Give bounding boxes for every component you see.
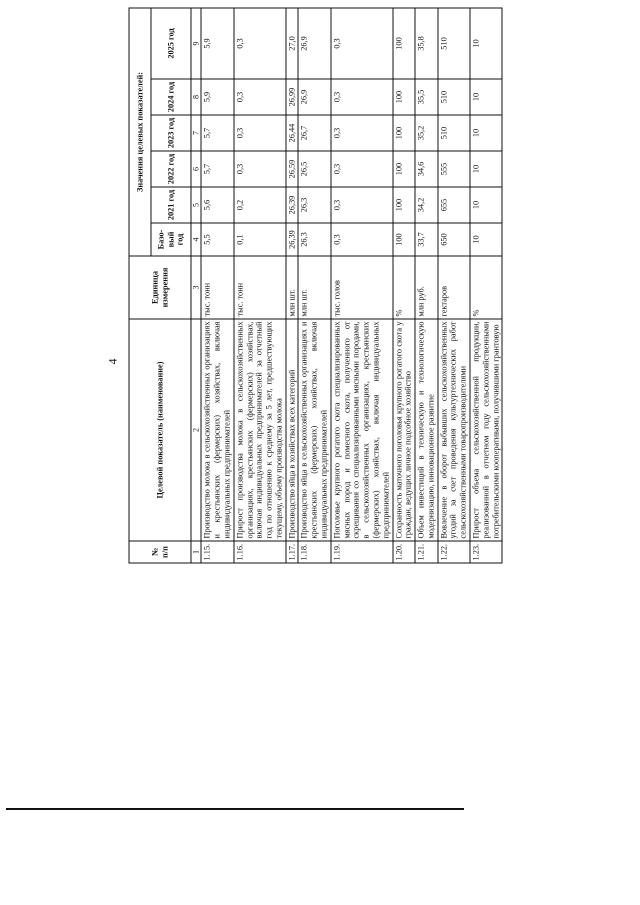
value-cell: 510 bbox=[437, 79, 469, 115]
header-year: 2021 год bbox=[151, 187, 191, 223]
indicator-unit: тыс. тонн bbox=[233, 256, 285, 319]
row-number: 1.17. bbox=[285, 541, 298, 563]
indicator-name: Производство яйца в сельскохозяйственных организациях и крестьянских (фермерских) хозяйствах, включая индивидуальных предпринимателей bbox=[298, 319, 330, 541]
indicator-name: Сохранность маточного поголовья крупного рогатого скота у граждан, ведущих личное подсобное хозяйство bbox=[392, 319, 415, 541]
indicator-table-container bbox=[128, 8, 500, 563]
row-number: 1.18. bbox=[298, 541, 330, 563]
header-year: 2024 год bbox=[151, 79, 191, 115]
header-year: 2022 год bbox=[151, 151, 191, 187]
column-index: 3 bbox=[191, 256, 201, 319]
value-cell: 5,9 bbox=[201, 79, 233, 115]
value-cell: 100 bbox=[392, 151, 415, 187]
value-cell: 26,59 bbox=[285, 151, 298, 187]
column-index: 7 bbox=[191, 115, 201, 151]
value-cell: 100 bbox=[392, 223, 415, 256]
page-number: 4 bbox=[105, 358, 120, 365]
column-index: 6 bbox=[191, 151, 201, 187]
value-cell: 0,3 bbox=[233, 151, 285, 187]
value-cell: 0,3 bbox=[330, 79, 392, 115]
row-number: 1.15. bbox=[201, 541, 233, 563]
value-cell: 0,3 bbox=[330, 187, 392, 223]
value-cell: 650 bbox=[437, 223, 469, 256]
value-cell: 100 bbox=[392, 79, 415, 115]
indicator-name: Прирост объема сельскохозяйственной продукции, реализованной в отчетном году сельскохозяйственными потребительскими кооперативами, получившими грантовую bbox=[469, 319, 501, 541]
value-cell: 10 bbox=[469, 7, 501, 78]
header-year: 2023 год bbox=[151, 115, 191, 151]
value-cell: 0,3 bbox=[233, 7, 285, 78]
table-row bbox=[330, 7, 392, 562]
value-cell: 33,7 bbox=[415, 223, 438, 256]
value-cell: 100 bbox=[392, 115, 415, 151]
value-cell: 510 bbox=[437, 7, 469, 78]
table-row bbox=[415, 7, 438, 562]
header-values-group: Значения целевых показателей: bbox=[129, 7, 151, 255]
column-index: 1 bbox=[191, 541, 201, 563]
table-row bbox=[285, 7, 298, 562]
value-cell: 0,3 bbox=[330, 151, 392, 187]
value-cell: 26,5 bbox=[298, 151, 330, 187]
column-index: 2 bbox=[191, 319, 201, 541]
header-name: Целевой показатель (наименование) bbox=[129, 319, 191, 541]
table-row bbox=[298, 7, 330, 562]
column-index: 9 bbox=[191, 7, 201, 78]
column-index: 5 bbox=[191, 187, 201, 223]
value-cell: 35,5 bbox=[415, 79, 438, 115]
target-indicators-table bbox=[128, 7, 502, 563]
value-cell: 26,44 bbox=[285, 115, 298, 151]
value-cell: 0,1 bbox=[233, 223, 285, 256]
value-cell: 10 bbox=[469, 115, 501, 151]
row-number: 1.20. bbox=[392, 541, 415, 563]
table-row bbox=[469, 7, 501, 562]
header-num: № п/п bbox=[129, 541, 191, 563]
value-cell: 0,3 bbox=[233, 115, 285, 151]
indicator-unit: млн шт. bbox=[285, 256, 298, 319]
table-row bbox=[392, 7, 415, 562]
table-row bbox=[201, 7, 233, 562]
row-number: 1.23. bbox=[469, 541, 501, 563]
indicator-name: Производство яйца в хозяйствах всех категорий bbox=[285, 319, 298, 541]
value-cell: 26,99 bbox=[285, 79, 298, 115]
value-cell: 26,3 bbox=[298, 223, 330, 256]
value-cell: 10 bbox=[469, 151, 501, 187]
value-cell: 10 bbox=[469, 79, 501, 115]
column-index: 8 bbox=[191, 79, 201, 115]
value-cell: 10 bbox=[469, 223, 501, 256]
horizontal-divider bbox=[6, 808, 464, 810]
value-cell: 26,3 bbox=[298, 187, 330, 223]
value-cell: 0,3 bbox=[330, 223, 392, 256]
indicator-name: Объем инвестиций в техническую и технологическую модернизацию, инновационное развитие bbox=[415, 319, 438, 541]
row-number: 1.22. bbox=[437, 541, 469, 563]
value-cell: 5,7 bbox=[201, 115, 233, 151]
value-cell: 0,2 bbox=[233, 187, 285, 223]
indicator-unit: гектаров bbox=[437, 256, 469, 319]
value-cell: 0,3 bbox=[330, 115, 392, 151]
value-cell: 34,2 bbox=[415, 187, 438, 223]
value-cell: 655 bbox=[437, 187, 469, 223]
value-cell: 5,6 bbox=[201, 187, 233, 223]
value-cell: 26,7 bbox=[298, 115, 330, 151]
value-cell: 26,39 bbox=[285, 223, 298, 256]
indicator-name: Вовлечение в оборот выбывших сельскохозяйственных угодий за счет проведения культуртехнических работ сельскохозяйственными товаропроизводителями bbox=[437, 319, 469, 541]
indicator-unit: млн руб. bbox=[415, 256, 438, 319]
value-cell: 27,0 bbox=[285, 7, 298, 78]
value-cell: 510 bbox=[437, 115, 469, 151]
indicator-unit: % bbox=[469, 256, 501, 319]
column-index: 4 bbox=[191, 223, 201, 256]
value-cell: 5,5 bbox=[201, 223, 233, 256]
row-number: 1.19. bbox=[330, 541, 392, 563]
indicator-name: Поголовье крупного рогатого скота специализированных мясных пород и помесного скота, полученного от скрещивания со специализированными мясными породами, в сельскохозяйственных организациях, крестьянских (фермерских) хозяйствах, включая индивидуальных предпринимателей bbox=[330, 319, 392, 541]
row-number: 1.16. bbox=[233, 541, 285, 563]
value-cell: 100 bbox=[392, 187, 415, 223]
indicator-name: Прирост производства молока в сельскохозяйственных организациях, крестьянских (фермерских) хозяйствах, включая индивидуальных предпринимателей за отчетный год по отношению к среднему за 5 лет, предшествующих текущему, объему производства молока bbox=[233, 319, 285, 541]
indicator-unit: % bbox=[392, 256, 415, 319]
header-year: 2025 год bbox=[151, 7, 191, 78]
value-cell: 26,9 bbox=[298, 7, 330, 78]
value-cell: 35,8 bbox=[415, 7, 438, 78]
indicator-unit: тыс. тонн bbox=[201, 256, 233, 319]
indicator-unit: тыс. голов bbox=[330, 256, 392, 319]
value-cell: 26,39 bbox=[285, 187, 298, 223]
header-unit: Единица измерения bbox=[129, 256, 191, 319]
indicator-unit: млн шт. bbox=[298, 256, 330, 319]
value-cell: 5,9 bbox=[201, 7, 233, 78]
table-row bbox=[437, 7, 469, 562]
value-cell: 26,9 bbox=[298, 79, 330, 115]
table-row bbox=[233, 7, 285, 562]
value-cell: 10 bbox=[469, 187, 501, 223]
value-cell: 0,3 bbox=[233, 79, 285, 115]
header-base-year: Базо-вый год bbox=[151, 223, 191, 256]
value-cell: 100 bbox=[392, 7, 415, 78]
value-cell: 5,7 bbox=[201, 151, 233, 187]
value-cell: 35,2 bbox=[415, 115, 438, 151]
indicator-name: Производство молока в сельскохозяйственных организациях и крестьянских (фермерских) хозяйствах, включая индивидуальных предпринимателей bbox=[201, 319, 233, 541]
value-cell: 0,3 bbox=[330, 7, 392, 78]
value-cell: 555 bbox=[437, 151, 469, 187]
value-cell: 34,6 bbox=[415, 151, 438, 187]
row-number: 1.21. bbox=[415, 541, 438, 563]
